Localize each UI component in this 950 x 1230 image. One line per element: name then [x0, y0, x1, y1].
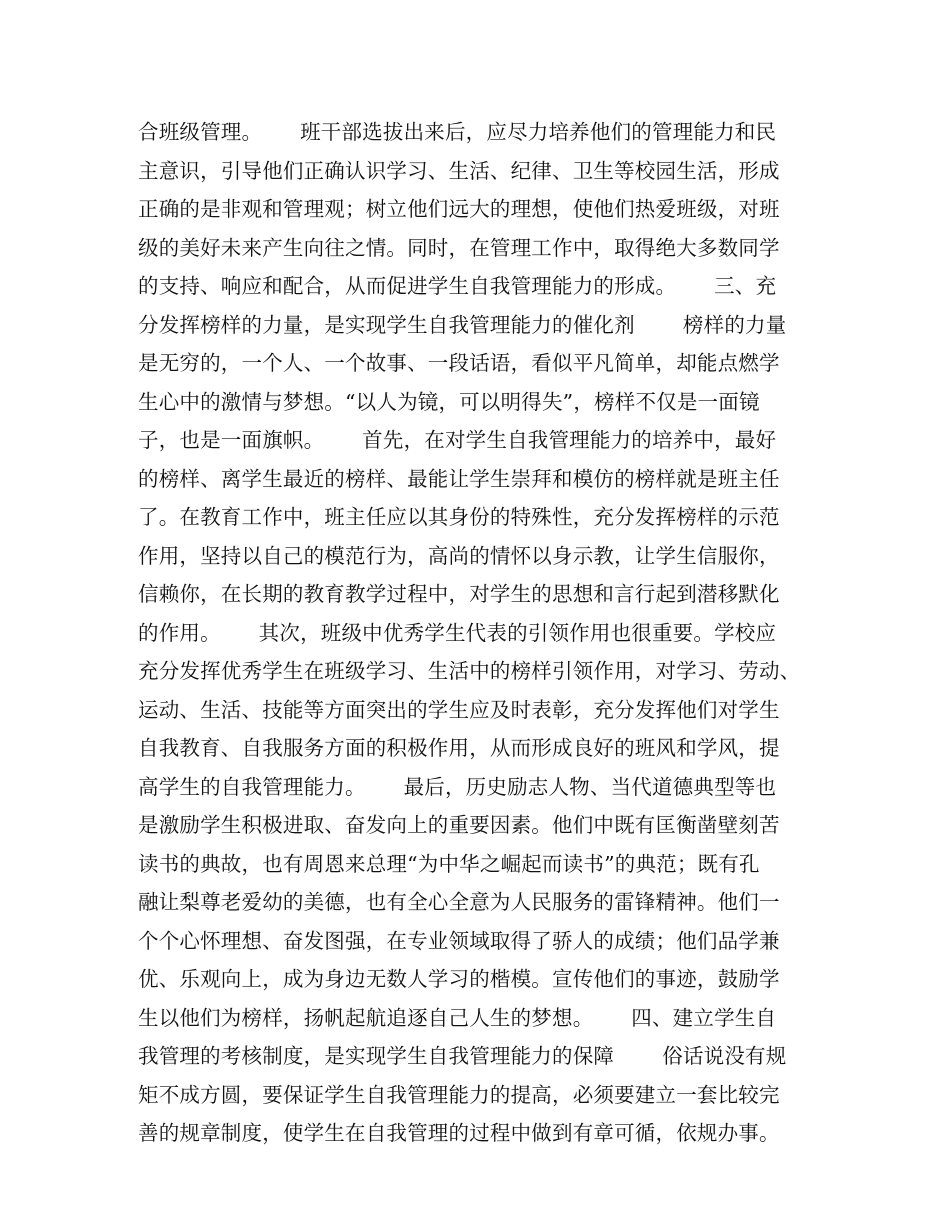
- text-line: 个个心怀理想、奋发图强，在专业领域取得了骄人的成绩；他们品学兼: [138, 928, 780, 953]
- text-line: 读书的典故，也有周恩来总理“为中华之崛起而读书”的典范；既有孔: [138, 851, 760, 876]
- text-line: 运动、生活、技能等方面突出的学生应及时表彰，充分发挥他们对学生: [138, 697, 780, 722]
- text-line: 我管理的考核制度，是实现学生自我管理能力的保障 俗话说没有规: [138, 1044, 787, 1068]
- text-line: 是激励学生积极进取、奋发向上的重要因素。他们中既有匡衡凿壁刻苦: [138, 813, 780, 837]
- text-line: 是无穷的，一个人、一个故事、一段话语，看似平凡简单，却能点燃学: [138, 351, 780, 375]
- text-line: 的支持、响应和配合，从而促进学生自我管理能力的形成。 三、充: [138, 274, 777, 298]
- text-line: 作用，坚持以自己的模范行为，高尚的情怀以身示教，让学生信服你，: [138, 543, 780, 568]
- text-line: 分发挥榜样的力量，是实现学生自我管理能力的催化剂 榜样的力量: [138, 312, 787, 337]
- text-line: 生以他们为榜样，扬帆起航追逐自己人生的梦想。 四、建立学生自: [138, 1005, 777, 1030]
- text-line: 的榜样、离学生最近的榜样、最能让学生崇拜和模仿的榜样就是班主任: [138, 466, 780, 491]
- text-line: 自我教育、自我服务方面的积极作用，从而形成良好的班风和学风，提: [138, 736, 780, 760]
- text-line: 善的规章制度，使学生在自我管理的过程中做到有章可循，依规办事。: [138, 1121, 780, 1145]
- text-line: 充分发挥优秀学生在班级学习、生活中的榜样引领作用，对学习、劳动、: [138, 659, 801, 683]
- text-line: 正确的是非观和管理观；树立他们远大的理想，使他们热爱班级，对班: [138, 197, 780, 221]
- text-line: 级的美好未来产生向往之情。同时，在管理工作中，取得绝大多数同学: [138, 235, 780, 260]
- text-line: 信赖你，在长期的教育教学过程中，对学生的思想和言行起到潜移默化: [138, 582, 780, 606]
- text-line: 子，也是一面旗帜。 首先，在对学生自我管理能力的培养中，最好: [138, 428, 777, 452]
- text-line: 生心中的激情与梦想。“以人为镜，可以明得失”，榜样不仅是一面镜: [138, 389, 760, 414]
- body-text: [138, 113, 828, 1153]
- text-line: 融让梨尊老爱幼的美德，也有全心全意为人民服务的雷锋精神。他们一: [138, 890, 780, 914]
- text-line: 高学生的自我管理能力。 最后，历史励志人物、当代道德典型等也: [138, 774, 777, 799]
- text-line: 主意识，引导他们正确认识学习、生活、纪律、卫生等校园生活，形成: [138, 158, 780, 183]
- text-line: 矩不成方圆，要保证学生自我管理能力的提高，必须要建立一套比较完: [138, 1082, 780, 1107]
- text-line: 了。在教育工作中，班主任应以其身份的特殊性，充分发挥榜样的示范: [138, 505, 780, 529]
- text-line: 优、乐观向上，成为身边无数人学习的楷模。宣传他们的事迹，鼓励学: [138, 967, 780, 991]
- text-line: 合班级管理。 班干部选拔出来后，应尽力培养他们的管理能力和民: [138, 120, 777, 144]
- text-line: 的作用。 其次，班级中优秀学生代表的引领作用也很重要。学校应: [138, 620, 777, 645]
